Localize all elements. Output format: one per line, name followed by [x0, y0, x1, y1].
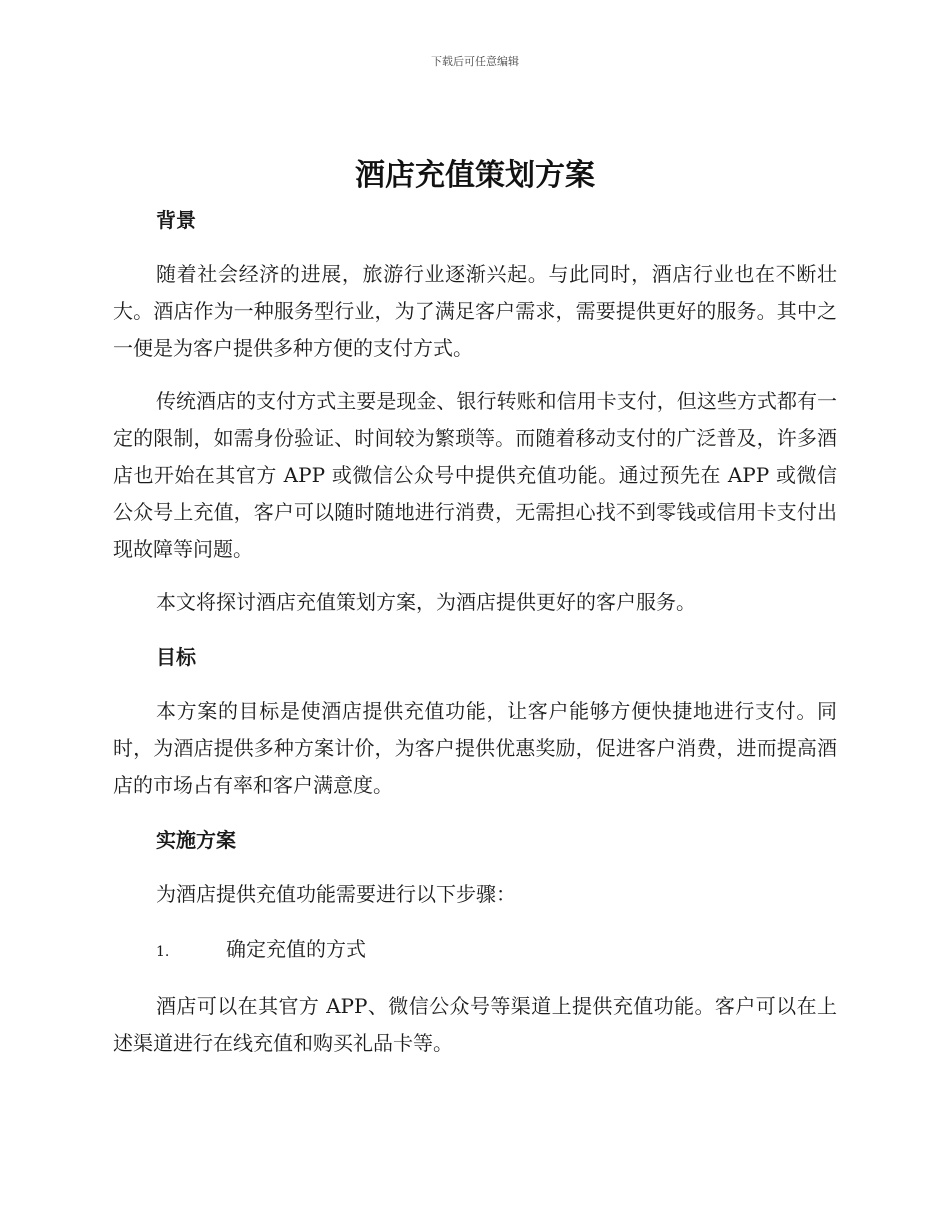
step-title: 确定充值的方式: [226, 937, 366, 961]
section-heading-background: 背景: [156, 208, 196, 232]
implementation-intro: 为酒店提供充值功能需要进行以下步骤：: [156, 882, 516, 906]
section-heading-implementation: 实施方案: [156, 828, 236, 852]
background-paragraph-1: 随着社会经济的进展，旅游行业逐渐兴起。与此同时，酒店行业也在不断壮大。酒店作为一种服务型行业，为了满足客户需求，需要提供更好的服务。其中之一便是为客户提供多种方便的支付方式。: [113, 262, 837, 360]
background-paragraph-2: 传统酒店的支付方式主要是现金、银行转账和信用卡支付，但这些方式都有一定的限制，如需身份验证、时间较为繁琐等。而随着移动支付的广泛普及，许多酒店也开始在其官方 APP 或微信公众号中提供充值功能。通过预先在 APP 或微信公众号上充值，客户可以随时随地进行消费，无需担心找不到零钱或信用卡支付出现故障等问题。: [113, 389, 837, 561]
goal-paragraph-1: 本方案的目标是使酒店提供充值功能，让客户能够方便快捷地进行支付。同时，为酒店提供多种方案计价，为客户提供优惠奖励，促进客户消费，进而提高酒店的市场占有率和客户满意度。: [113, 699, 837, 797]
page-header-note: 下载后可任意编辑: [431, 55, 519, 68]
step-item-1: [113, 929, 837, 972]
background-paragraph-3: 本文将探讨酒店充值策划方案，为酒店提供更好的客户服务。: [156, 590, 696, 614]
document-body: [113, 200, 837, 1078]
section-heading-goal: 目标: [156, 645, 196, 669]
step-number: 1.: [156, 944, 170, 960]
step-1-detail: 酒店可以在其官方 APP、微信公众号等渠道上提供充值功能。客户可以在上述渠道进行在线充值和购买礼品卡等。: [113, 994, 837, 1055]
page-title: 酒店充值策划方案: [355, 158, 595, 193]
